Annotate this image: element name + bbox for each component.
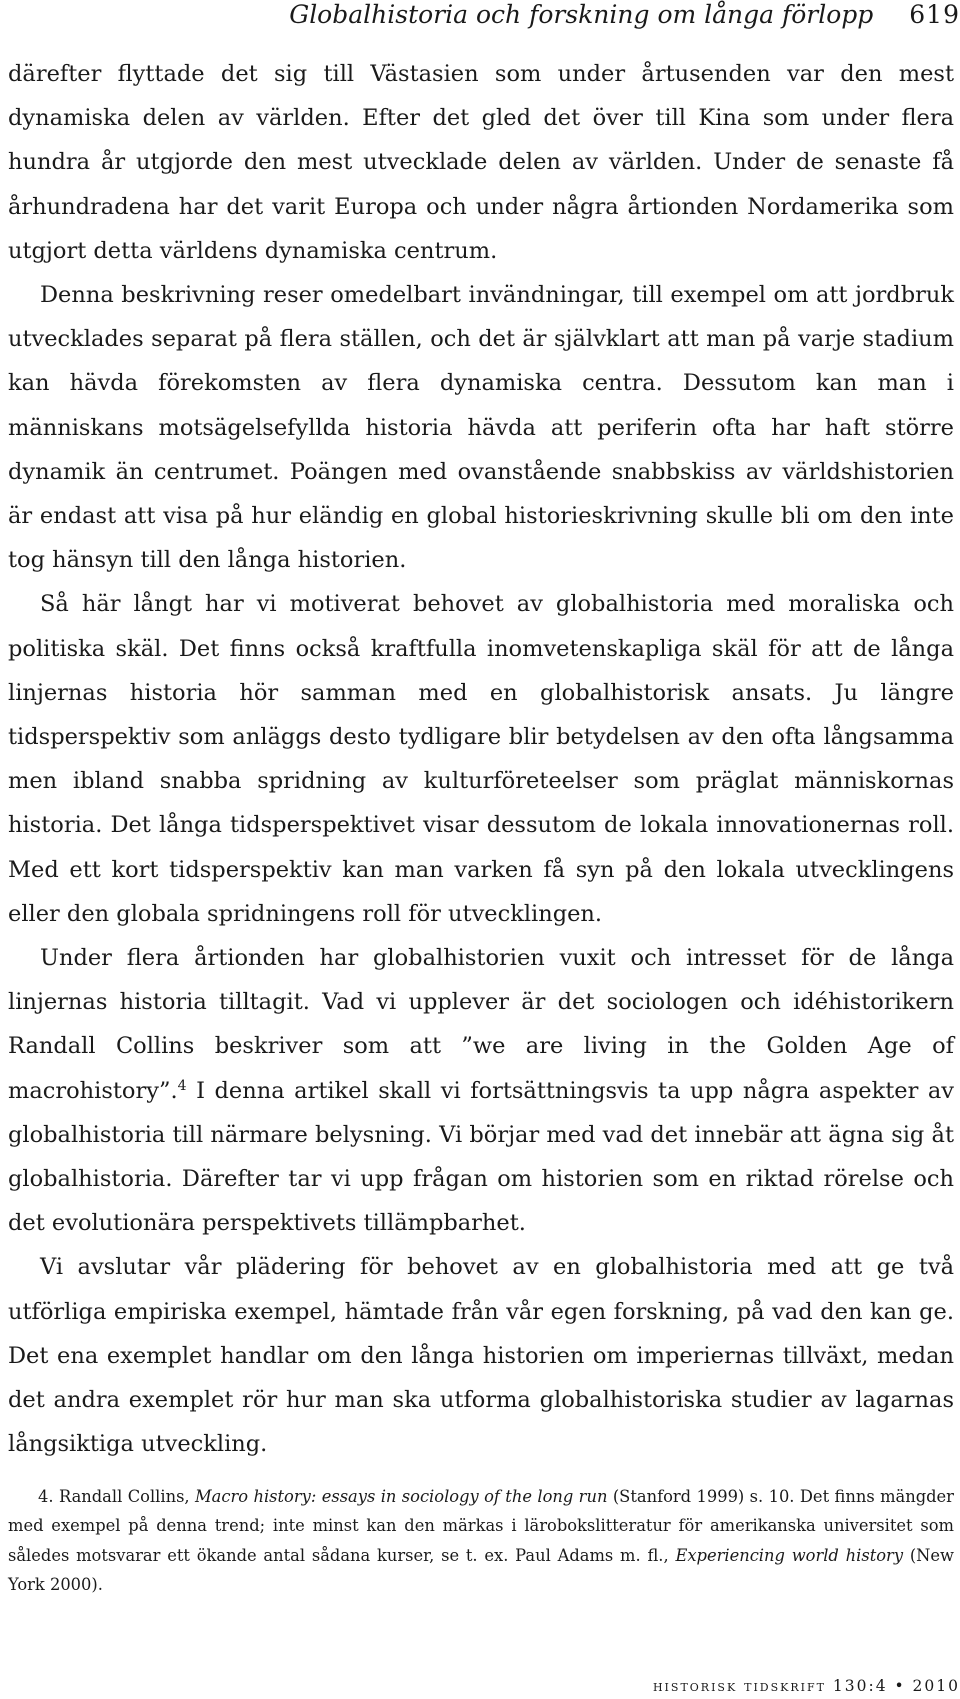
running-footer: historisk tidskrift 130:4 • 2010 <box>652 1677 960 1695</box>
article-body <box>8 52 954 1467</box>
footnote-title-2: Experiencing world history <box>675 1545 904 1565</box>
paragraph-5: Vi avslutar vår plädering för behovet av en globalhistoria med att ge två utförliga empiriska exempel, hämtade från vår egen forskning, på vad den kan ge. Det ena exemplet handlar om den långa historien om imperiernas tillväxt, medan det andra exemplet rör hur man ska utforma globalhistoriska studier av lagarnas långsiktiga utveckling. <box>8 1254 954 1458</box>
paragraph-3: Så här långt har vi motiverat behovet av globalhistoria med moraliska och politiska skäl. Det finns också kraftfulla inomvetenskapliga skäl för att de långa linjernas historia hör samman med en globalhistorisk ansats. Ju längre tidsperspektiv som anläggs desto tydligare blir betydelsen av den ofta långsamma men ibland snabba spridning av kulturföreteelser som präglat människornas historia. Det långa tidsperspektivet visar dessutom de lokala innovationernas roll. Med ett kort tidsperspektiv kan man varken få syn på den lokala utvecklingens eller den globala spridningens roll för utvecklingen. <box>8 591 954 927</box>
paragraph-4 <box>8 936 954 1245</box>
footnote <box>8 1482 954 1600</box>
running-header <box>289 0 960 30</box>
paragraph-1: därefter flyttade det sig till Västasien som under årtusenden var den mest dynamiska delen av världen. Efter det gled det över till Kina som under flera hundra år utgjorde den mest utvecklade delen av världen. Under de senaste få århundradena har det varit Europa och under några årtionden Nordamerika som utgjort detta världens dynamiska centrum. <box>8 61 954 264</box>
running-header-title: Globalhistoria och forskning om långa förlopp <box>289 0 874 29</box>
paragraph-4-text-start: Under flera årtionden har globalhistorien vuxit och intresset för de långa linjernas historia tilltagit. Vad vi upplever är det sociologen och idéhistorikern Randall Collins beskriver som att ”we are living in the Golden Age of macrohistory”. <box>8 945 954 1104</box>
footnote-author: Randall Collins, <box>58 1487 195 1506</box>
footnote-text-2: (New York 2000). <box>8 1545 954 1595</box>
paragraph-2: Denna beskrivning reser omedelbart invändningar, till exempel om att jordbruk utvecklades separat på flera ställen, och det är självklart att man på varje stadium kan hävda förekomsten av flera dynamiska centra. Dessutom kan man i människans motsägelsefyllda historia hävda att periferin ofta har haft större dynamik än centrumet. Poängen med ovanstående snabbskiss av världshistorien är endast att visa på hur eländig en global historieskrivning skulle bli om den inte tog hänsyn till den långa historien. <box>8 282 954 574</box>
footnote-reference: 4 <box>177 1077 187 1094</box>
footnote-number: 4. <box>38 1487 54 1506</box>
footnote-title-1: Macro history: essays in sociology of the long run <box>194 1487 608 1506</box>
page-number: 619 <box>909 0 960 29</box>
footnote-text-1: (Stanford 1999) s. 10. Det finns mängder med exempel på denna trend; inte minst kan den märkas i lärobokslitteratur för amerikanska universitet som således motsvarar ett ökande antal sådana kurser, se t. ex. Paul Adams m. fl., <box>8 1487 954 1565</box>
paragraph-4-text-end: I denna artikel skall vi fortsättningsvis ta upp några aspekter av globalhistoria till närmare belysning. Vi börjar med vad det innebär att ägna sig åt globalhistoria. Därefter tar vi upp frågan om historien som en riktad rörelse och det evolutionära perspektivets tillämpbarhet. <box>8 1077 954 1237</box>
footnote-4 <box>8 1482 954 1600</box>
